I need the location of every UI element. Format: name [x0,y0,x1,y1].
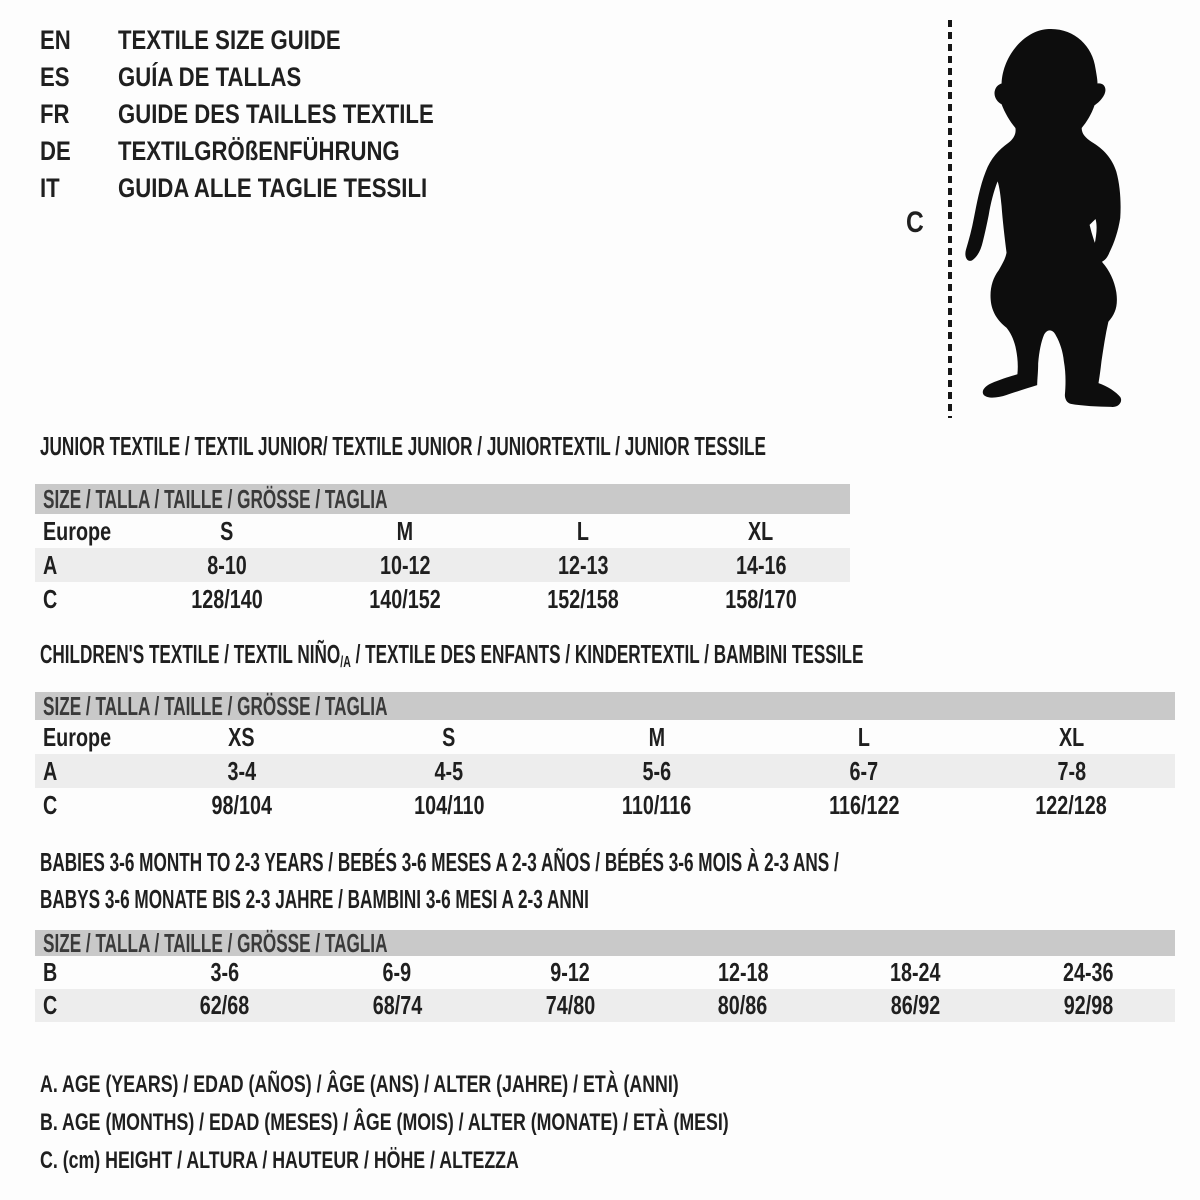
language-row-es [40,59,503,96]
legend-line-a: A. AGE (YEARS) / EDAD (AÑOS) / ÂGE (ANS) / ALTER (JAHRE) / ETÀ (ANNI) [40,1071,679,1098]
toddler-silhouette-icon [964,14,1142,416]
size-value-cell: 110/116 [621,789,692,820]
size-value-cell: XS [228,721,255,752]
language-row-de [40,133,503,170]
language-title: TEXTILE SIZE GUIDE [118,25,341,55]
row-label-cell: Europe [43,515,112,546]
size-value-cell: 12-13 [557,549,609,580]
size-value-cell: 6-7 [849,755,879,786]
size-value-cell: M [648,721,665,752]
language-code: FR [40,99,70,129]
size-value-cell: 14-16 [735,549,787,580]
size-value-cell: 122/128 [1035,789,1108,820]
table-row-height-cm [35,788,1175,822]
size-value-cell: 158/170 [725,583,797,614]
size-value-cell: 18-24 [890,957,941,987]
language-title: TEXTILGRÖßENFÜHRUNG [118,136,400,166]
table-row-europe [35,720,1175,754]
size-value-cell: 6-9 [382,957,412,987]
row-label-cell: A [43,755,58,786]
size-value-cell: 98/104 [211,789,272,820]
size-value-cell: 74/80 [545,990,595,1020]
legend-line-b: B. AGE (MONTHS) / EDAD (MESES) / ÂGE (MOIS) / ALTER (MONATE) / ETÀ (MESI) [40,1109,729,1136]
size-value-cell: 7-8 [1057,755,1086,786]
section-title-junior: JUNIOR TEXTILE / TEXTIL JUNIOR/ TEXTILE JUNIOR / JUNIORTEXTIL / JUNIOR TESSILE [40,431,766,461]
figure-height-label: C [906,206,924,239]
babies-size-table [35,927,1175,1022]
size-value-cell: 80/86 [718,990,768,1020]
row-label-cell: C [43,583,58,614]
size-value-cell: 5-6 [642,755,671,786]
language-title: GUIDE DES TAILLES TEXTILE [118,99,434,129]
size-value-cell: M [396,515,414,546]
table-row-height-cm [35,989,1175,1022]
size-value-cell: 140/152 [369,583,441,614]
size-value-cell: XL [748,515,774,546]
table-row-age-years [35,754,1175,788]
size-value-cell: XL [1058,721,1084,752]
size-value-cell: 128/140 [191,583,263,614]
size-value-cell: 116/122 [828,789,900,820]
language-title-block [40,22,503,207]
legend-block [40,1066,971,1180]
row-label-cell: C [43,990,58,1020]
size-header-bar: SIZE / TALLA / TAILLE / GRÖSSE / TAGLIA [35,930,1175,956]
language-row-en [40,22,503,59]
language-title: GUIDA ALLE TAGLIE TESSILI [118,173,428,203]
size-value-cell: L [857,721,870,752]
language-row-fr [40,96,503,133]
size-value-cell: S [442,721,456,752]
size-value-cell: 62/68 [199,990,250,1020]
size-value-cell: 12-18 [717,957,769,987]
size-value-cell: 152/158 [547,583,619,614]
size-value-cell: 86/92 [890,990,941,1020]
size-value-cell: 68/74 [372,990,422,1020]
size-value-cell: 9-12 [550,957,590,987]
size-value-cell: 3-6 [210,957,239,987]
size-value-cell: 24-36 [1063,957,1114,987]
section-title-babies: BABIES 3-6 MONTH TO 2-3 YEARS / BEBÉS 3-6 MESES A 2-3 AÑOS / BÉBÉS 3-6 MOIS À 2-3 ANS / BABYS 3-6 MONATE BIS 2-3 JAHRE / BAMBINI 3-6 MESI A 2-3 ANNI [40,847,839,914]
language-code: DE [40,136,71,166]
size-value-cell: 4-5 [434,755,464,786]
legend-line-c: C. (cm) HEIGHT / ALTURA / HAUTEUR / HÖHE / ALTEZZA [40,1147,519,1174]
children-size-table [35,692,1175,822]
table-row-europe [35,514,850,548]
row-label-cell: A [43,549,58,580]
language-code: EN [40,25,71,55]
table-row-height-cm [35,582,850,616]
section-title-children: CHILDREN'S TEXTILE / TEXTIL NIÑO/A / TEXTILE DES ENFANTS / KINDERTEXTIL / BAMBINI TESSILE [40,639,864,671]
row-label-cell: Europe [43,721,112,752]
size-value-cell: 3-4 [227,755,256,786]
table-row-age-months [35,956,1175,989]
table-row-age-years [35,548,850,582]
language-code: IT [40,173,60,203]
language-code: ES [40,62,70,92]
size-header-bar: SIZE / TALLA / TAILLE / GRÖSSE / TAGLIA [35,692,1175,720]
subscript-a: /A [340,654,351,671]
size-value-cell: L [576,515,590,546]
size-value-cell: 92/98 [1063,990,1114,1020]
row-label-cell: C [43,789,58,820]
size-value-cell: 8-10 [207,549,247,580]
height-dashed-line-icon [948,20,952,418]
size-value-cell: 10-12 [379,549,431,580]
row-label-cell: B [43,957,58,987]
language-title: GUÍA DE TALLAS [118,62,302,92]
junior-size-table [35,484,850,616]
size-header-bar: SIZE / TALLA / TAILLE / GRÖSSE / TAGLIA [35,484,850,514]
size-value-cell: 104/110 [413,789,485,820]
language-row-it [40,170,503,207]
size-value-cell: S [220,515,234,546]
